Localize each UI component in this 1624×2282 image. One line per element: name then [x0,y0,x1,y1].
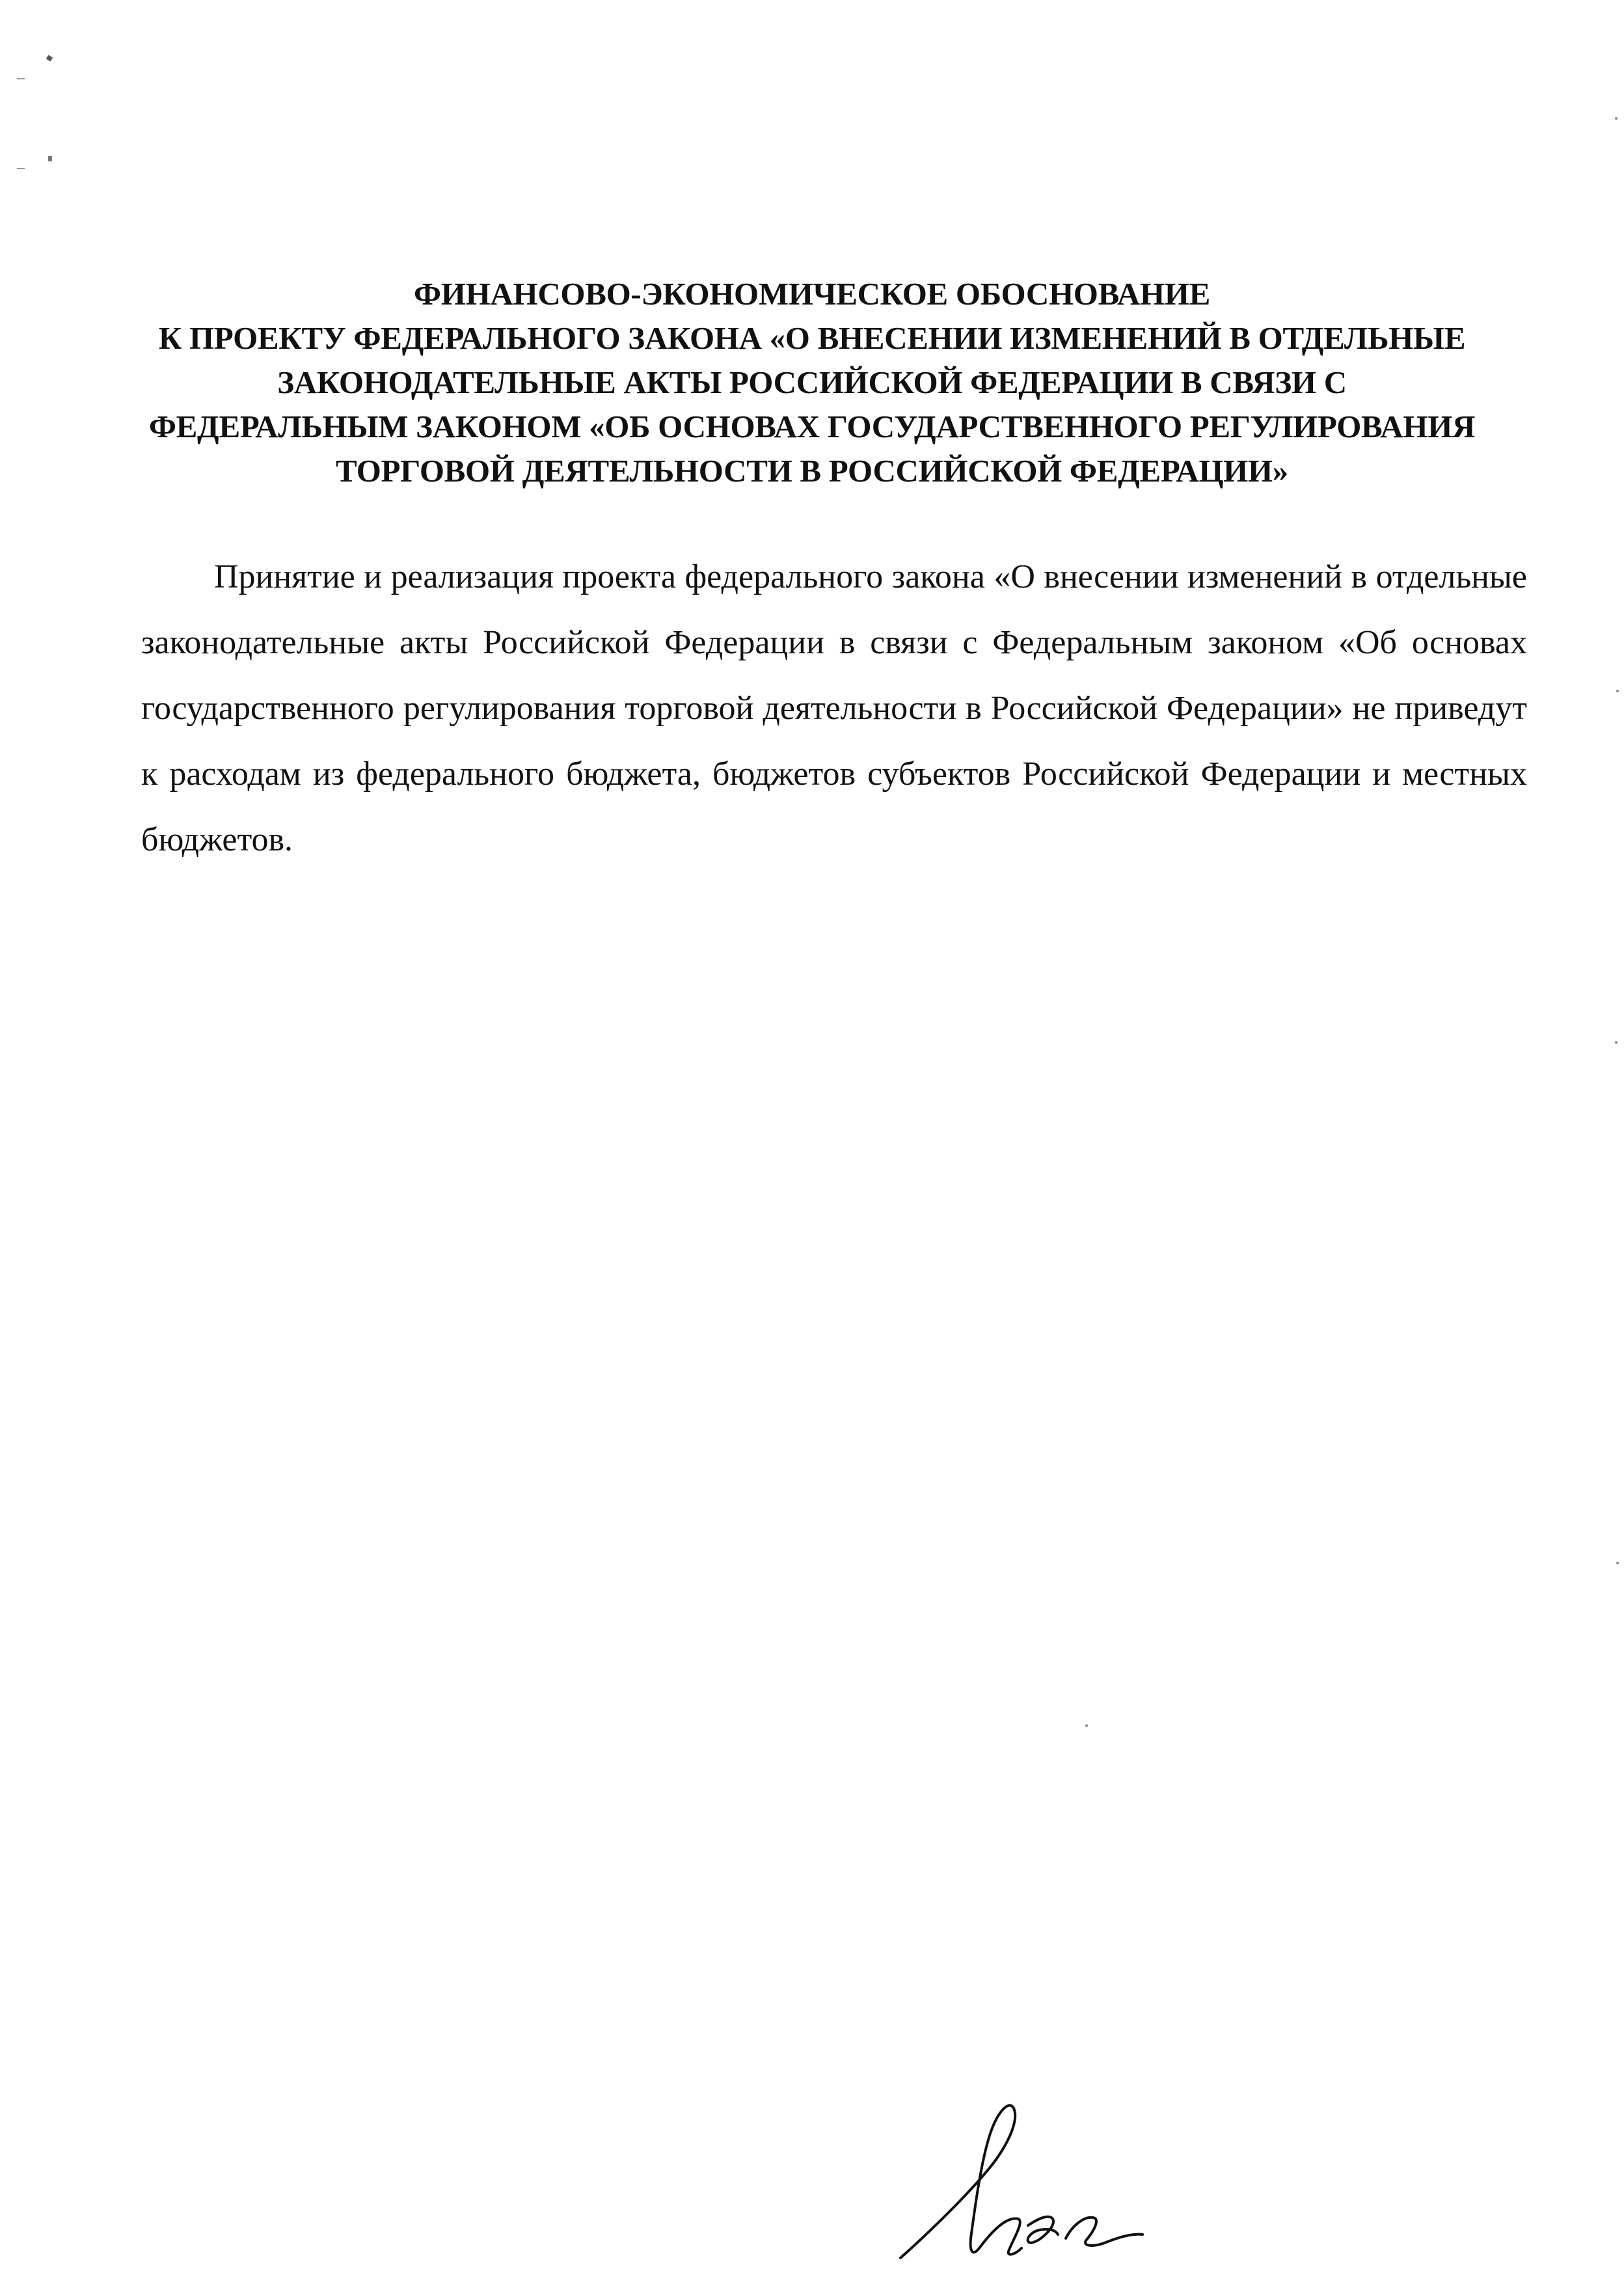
scan-artifact [1615,1041,1617,1044]
signature-icon [898,2089,1145,2271]
scan-artifact [1085,1724,1088,1727]
body-paragraph: Принятие и реализация проекта федерального закона «О внесении изменений в отдельные законодательные акты Российской Федерации в связи с Федеральным законом «Об основах государственного регулирования торговой деятельности в Российской Федерации» не приведут к расходам из федерального бюджета, бюджетов субъектов Российской Федерации и местных бюджетов. [141,558,1527,858]
scan-artifact [1616,690,1619,692]
scan-artifact [17,168,25,169]
title-line: ФИНАНСОВО-ЭКОНОМИЧЕСКОЕ ОБОСНОВАНИЕ [414,276,1210,312]
document-title [130,272,1494,493]
scan-artifact [48,156,52,161]
scan-artifact [1616,1562,1619,1564]
title-line: ФЕДЕРАЛЬНЫМ ЗАКОНОМ «ОБ ОСНОВАХ ГОСУДАРСТВЕННОГО РЕГУЛИРОВАНИЯ [148,409,1476,444]
scan-artifact [46,55,53,61]
title-line: К ПРОЕКТУ ФЕДЕРАЛЬНОГО ЗАКОНА «О ВНЕСЕНИИ ИЗМЕНЕНИЙ В ОТДЕЛЬНЫЕ [158,320,1466,356]
scan-artifact [1615,117,1617,120]
scan-artifact [17,78,25,79]
title-line: ТОРГОВОЙ ДЕЯТЕЛЬНОСТИ В РОССИЙСКОЙ ФЕДЕРАЦИИ» [336,453,1288,489]
title-line: ЗАКОНОДАТЕЛЬНЫЕ АКТЫ РОССИЙСКОЙ ФЕДЕРАЦИИ В СВЯЗИ С [277,364,1347,400]
